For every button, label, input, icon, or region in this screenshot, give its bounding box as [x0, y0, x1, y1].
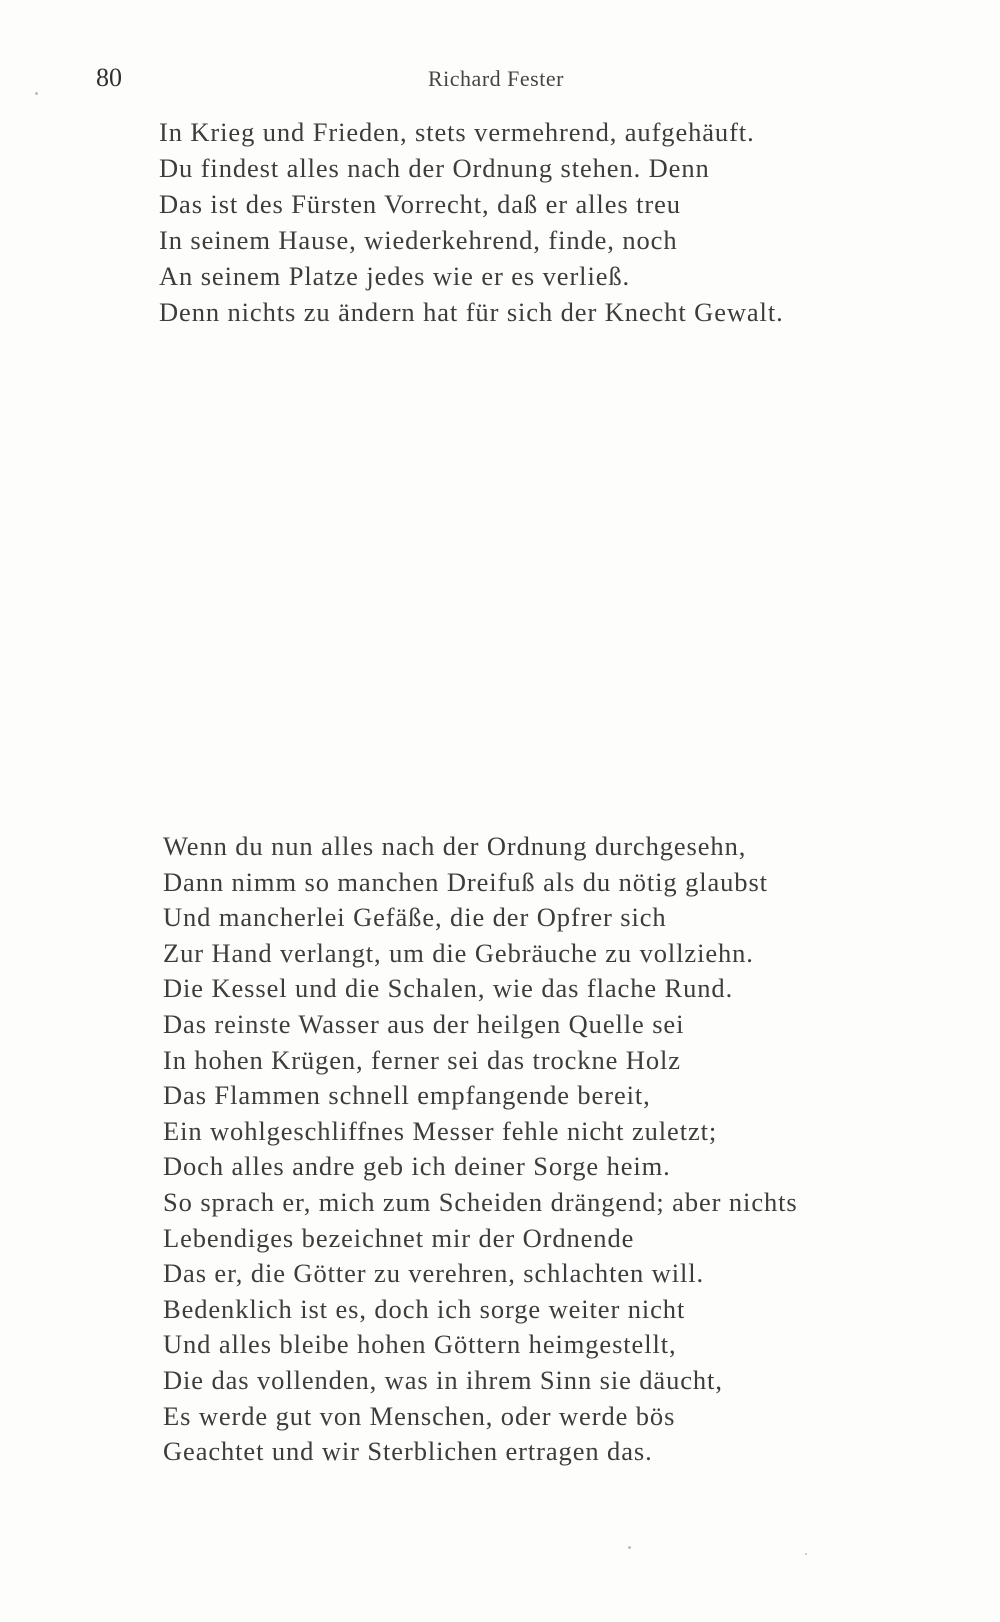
verse-line: Doch alles andre geb ich deiner Sorge heim. [163, 1151, 671, 1182]
verse-line: Du findest alles nach der Ordnung stehen. Denn [159, 153, 710, 183]
verse-line: In hohen Krügen, ferner sei das trockne Holz [163, 1044, 681, 1075]
verse-line: So sprach er, mich zum Scheiden drängend; aber nichts [163, 1186, 798, 1217]
paper-speck [628, 1546, 631, 1549]
verse-line: Bedenklich ist es, doch ich sorge weiter nicht [163, 1293, 686, 1324]
verse-line: Dann nimm so manchen Dreifuß als du nötig glaubst [163, 866, 768, 897]
verse-line: Und alles bleibe hohen Göttern heimgestellt, [163, 1329, 677, 1360]
verse-stanza-one [159, 114, 784, 330]
verse-line: Das ist des Fürsten Vorrecht, daß er alles treu [159, 189, 681, 219]
verse-line: Das Flammen schnell empfangende bereit, [163, 1080, 651, 1111]
verse-line: Zur Hand verlangt, um die Gebräuche zu vollziehn. [163, 937, 754, 968]
verse-line: Ein wohlgeschliffnes Messer fehle nicht zuletzt; [163, 1115, 718, 1146]
verse-line: Geachtet und wir Sterblichen ertragen das. [163, 1436, 653, 1467]
verse-line: In seinem Hause, wiederkehrend, finde, noch [159, 225, 678, 255]
verse-line: In Krieg und Frieden, stets vermehrend, aufgehäuft. [159, 117, 755, 147]
verse-line: Wenn du nun alles nach der Ordnung durchgesehn, [163, 831, 747, 861]
verse-line: An seinem Platze jedes wie er es verließ. [159, 261, 631, 291]
verse-line: Denn nichts zu ändern hat für sich der Knecht Gewalt. [159, 297, 784, 327]
verse-line: Die das vollenden, was in ihrem Sinn sie däucht, [163, 1364, 723, 1395]
verse-line: Lebendiges bezeichnet mir der Ordnende [163, 1222, 635, 1253]
verse-line: Das er, die Götter zu verehren, schlachten will. [163, 1258, 705, 1289]
paper-speck [35, 92, 38, 95]
verse-stanza-two [163, 829, 798, 1470]
page-number: 80 [96, 63, 122, 92]
verse-line: Das reinste Wasser aus der heilgen Quelle sei [163, 1008, 685, 1039]
verse-line: Es werde gut von Menschen, oder werde bös [163, 1400, 676, 1431]
verse-line: Die Kessel und die Schalen, wie das flache Rund. [163, 973, 734, 1004]
verse-line: Und mancherlei Gefäße, die der Opfrer sich [163, 902, 667, 933]
paper-speck [805, 1553, 807, 1555]
running-head-title: Richard Fester [428, 66, 564, 91]
